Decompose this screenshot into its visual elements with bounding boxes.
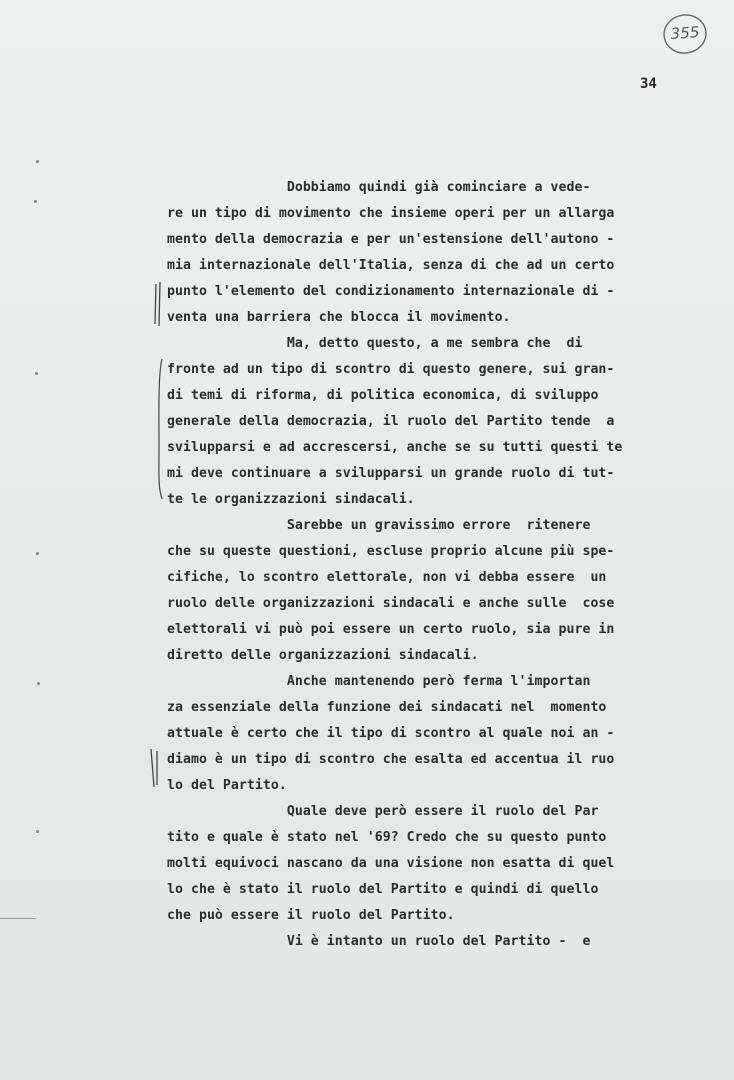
text-line: Vi è intanto un ruolo del Partito - e — [167, 934, 591, 949]
text-line: lo del Partito. — [167, 778, 287, 793]
text-line: mento della democrazia e per un'estensione dell'autono - — [167, 232, 615, 247]
text-line: punto l'elemento del condizionamento internazionale di - — [167, 284, 615, 299]
text-line: re un tipo di movimento che insieme operi per un allarga — [167, 206, 615, 221]
archive-stamp — [660, 10, 710, 58]
scan-dot — [36, 160, 39, 163]
text-line: che su queste questioni, escluse proprio alcune più spe- — [167, 544, 615, 559]
text-line: che può essere il ruolo del Partito. — [167, 908, 455, 923]
text-line: za essenziale della funzione dei sindacati nel momento — [167, 700, 607, 715]
text-line: Ma, detto questo, a me sembra che di — [167, 336, 583, 351]
scan-dot — [36, 830, 39, 833]
scan-dot — [34, 200, 37, 203]
text-line: lo che è stato il ruolo del Partito e quindi di quello — [167, 882, 599, 897]
margin-double-line-mark — [148, 280, 168, 330]
text-line: Quale deve però essere il ruolo del Par — [167, 804, 599, 819]
scan-dot — [36, 552, 39, 555]
text-line: venta una barriera che blocca il movimento. — [167, 310, 511, 325]
text-line: svilupparsi e ad accrescersi, anche se su tutti questi te — [167, 440, 623, 455]
text-line: mia internazionale dell'Italia, senza di che ad un certo — [167, 258, 615, 273]
text-line: cifiche, lo scontro elettorale, non vi debba essere un — [167, 570, 607, 585]
text-line: elettorali vi può poi essere un certo ruolo, sia pure in — [167, 622, 615, 637]
stamp-number: 355 — [670, 23, 700, 43]
text-line: te le organizzazioni sindacali. — [167, 492, 415, 507]
scan-dot — [35, 372, 38, 375]
text-line: Sarebbe un gravissimo errore ritenere — [167, 518, 591, 533]
text-line: fronte ad un tipo di scontro di questo genere, sui gran- — [167, 362, 615, 377]
text-line: di temi di riforma, di politica economica, di sviluppo — [167, 388, 599, 403]
page-number: 34 — [640, 76, 657, 92]
text-line: diamo è un tipo di scontro che esalta ed accentua il ruo — [167, 752, 615, 767]
margin-double-line-mark — [144, 745, 166, 791]
text-line: generale della democrazia, il ruolo del Partito tende a — [167, 414, 615, 429]
edge-line — [0, 918, 36, 919]
text-line: attuale è certo che il tipo di scontro al quale noi an - — [167, 726, 615, 741]
text-line: Dobbiamo quindi già cominciare a vede- — [167, 180, 591, 195]
text-line: mi deve continuare a svilupparsi un grande ruolo di tut- — [167, 466, 615, 481]
text-line: molti equivoci nascano da una visione non esatta di quel — [167, 856, 615, 871]
text-line: diretto delle organizzazioni sindacali. — [167, 648, 479, 663]
margin-bracket-mark — [150, 355, 166, 503]
text-line: tito e quale è stato nel '69? Credo che su questo punto — [167, 830, 607, 845]
text-line: ruolo delle organizzazioni sindacali e anche sulle cose — [167, 596, 615, 611]
scan-dot — [37, 682, 40, 685]
text-line: Anche mantenendo però ferma l'importan — [167, 674, 591, 689]
